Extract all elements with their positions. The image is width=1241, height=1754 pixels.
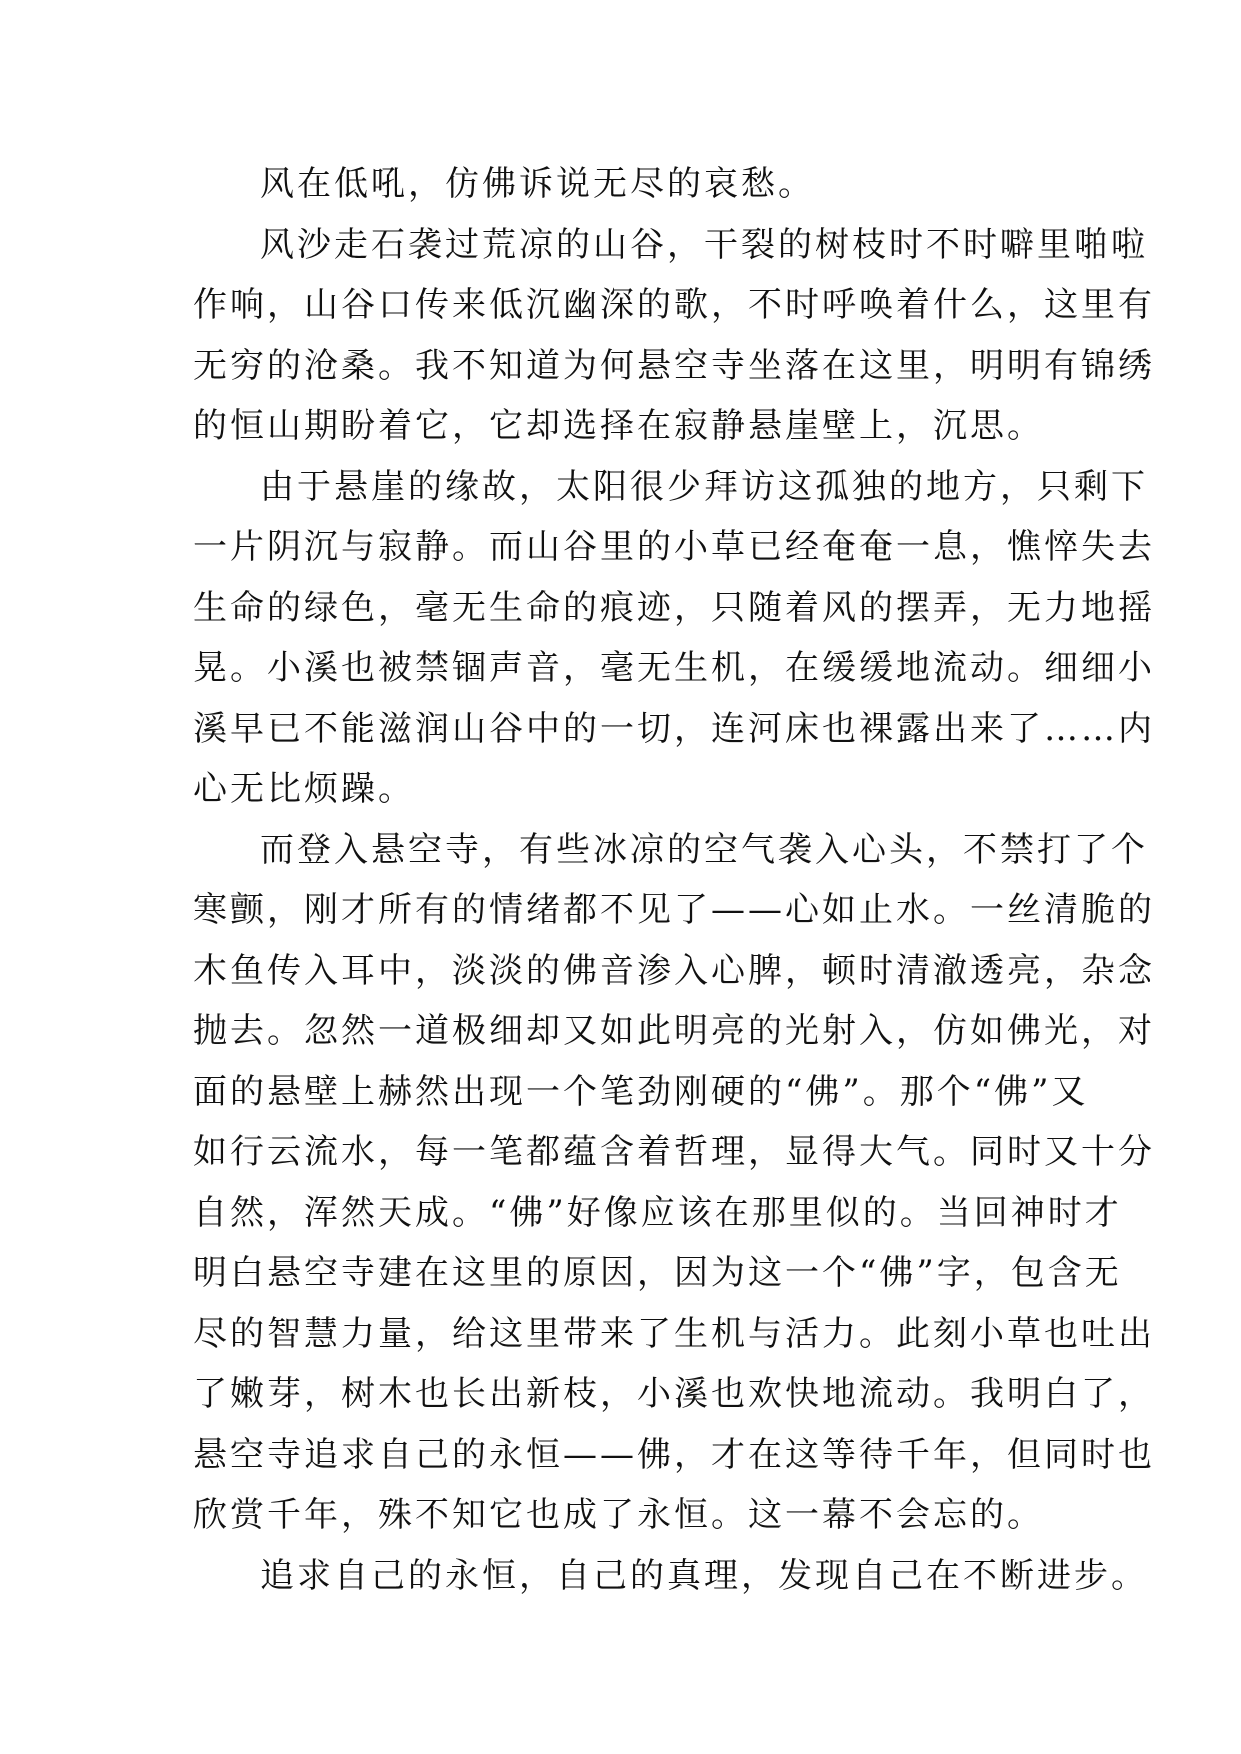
text-line: 溪早已不能滋润山谷中的一切，连河床也裸露出来了……内 <box>193 708 1155 749</box>
text-line: 木鱼传入耳中，淡淡的佛音渗入心脾，顿时清澈透亮，杂念 <box>193 950 1155 991</box>
text-line: 一片阴沉与寂静。而山谷里的小草已经奄奄一息，憔悴失去 <box>193 527 1155 567</box>
text-line: 追求自己的永恒，自己的真理，发现自己在不断进步。 <box>260 1555 1148 1596</box>
text-line: 抛去。忽然一道极细却又如此明亮的光射入，仿如佛光，对 <box>193 1011 1155 1051</box>
text-line: 风在低吼，仿佛诉说无尽的哀愁。 <box>260 164 815 204</box>
text-line: 明白悬空寺建在这里的原因，因为这一个“佛”字，包含无 <box>193 1253 1122 1293</box>
text-line: 自然，浑然天成。“佛”好像应该在那里似的。当回神时才 <box>193 1192 1122 1233</box>
text-line: 悬空寺追求自己的永恒——佛，才在这等待千年，但同时也 <box>193 1434 1155 1475</box>
text-line: 面的悬壁上赫然出现一个笔劲刚硬的“佛”。那个“佛”又 <box>193 1071 1089 1112</box>
text-line: 由于悬崖的缘故，太阳很少拜访这孤独的地方，只剩下 <box>260 466 1148 507</box>
text-line: 的恒山期盼着它，它却选择在寂静悬崖壁上，沉思。 <box>193 406 1044 446</box>
text-line: 如行云流水，每一笔都蕴含着哲理，显得大气。同时又十分 <box>193 1132 1155 1172</box>
text-line: 无穷的沧桑。我不知道为何悬空寺坐落在这里，明明有锦绣 <box>193 345 1155 386</box>
text-line: 了嫩芽，树木也长出新枝，小溪也欢快地流动。我明白了， <box>193 1374 1155 1414</box>
text-line: 欣赏千年，殊不知它也成了永恒。这一幕不会忘的。 <box>193 1495 1044 1535</box>
text-line: 风沙走石袭过荒凉的山谷，干裂的树枝时不时噼里啪啦 <box>260 224 1148 265</box>
essay-body <box>193 154 1155 1606</box>
text-line: 晃。小溪也被禁锢声音，毫无生机，在缓缓地流动。细细小 <box>193 648 1155 688</box>
text-line: 生命的绿色，毫无生命的痕迹，只随着风的摆弄，无力地摇 <box>193 587 1155 628</box>
text-line: 尽的智慧力量，给这里带来了生机与活力。此刻小草也吐出 <box>193 1313 1155 1354</box>
text-line: 寒颤，刚才所有的情绪都不见了——心如止水。一丝清脆的 <box>193 890 1155 930</box>
text-line: 而登入悬空寺，有些冰凉的空气袭入心头，不禁打了个 <box>260 829 1148 870</box>
text-line: 作响，山谷口传来低沉幽深的歌，不时呼唤着什么，这里有 <box>193 285 1155 325</box>
text-line: 心无比烦躁。 <box>193 769 415 809</box>
